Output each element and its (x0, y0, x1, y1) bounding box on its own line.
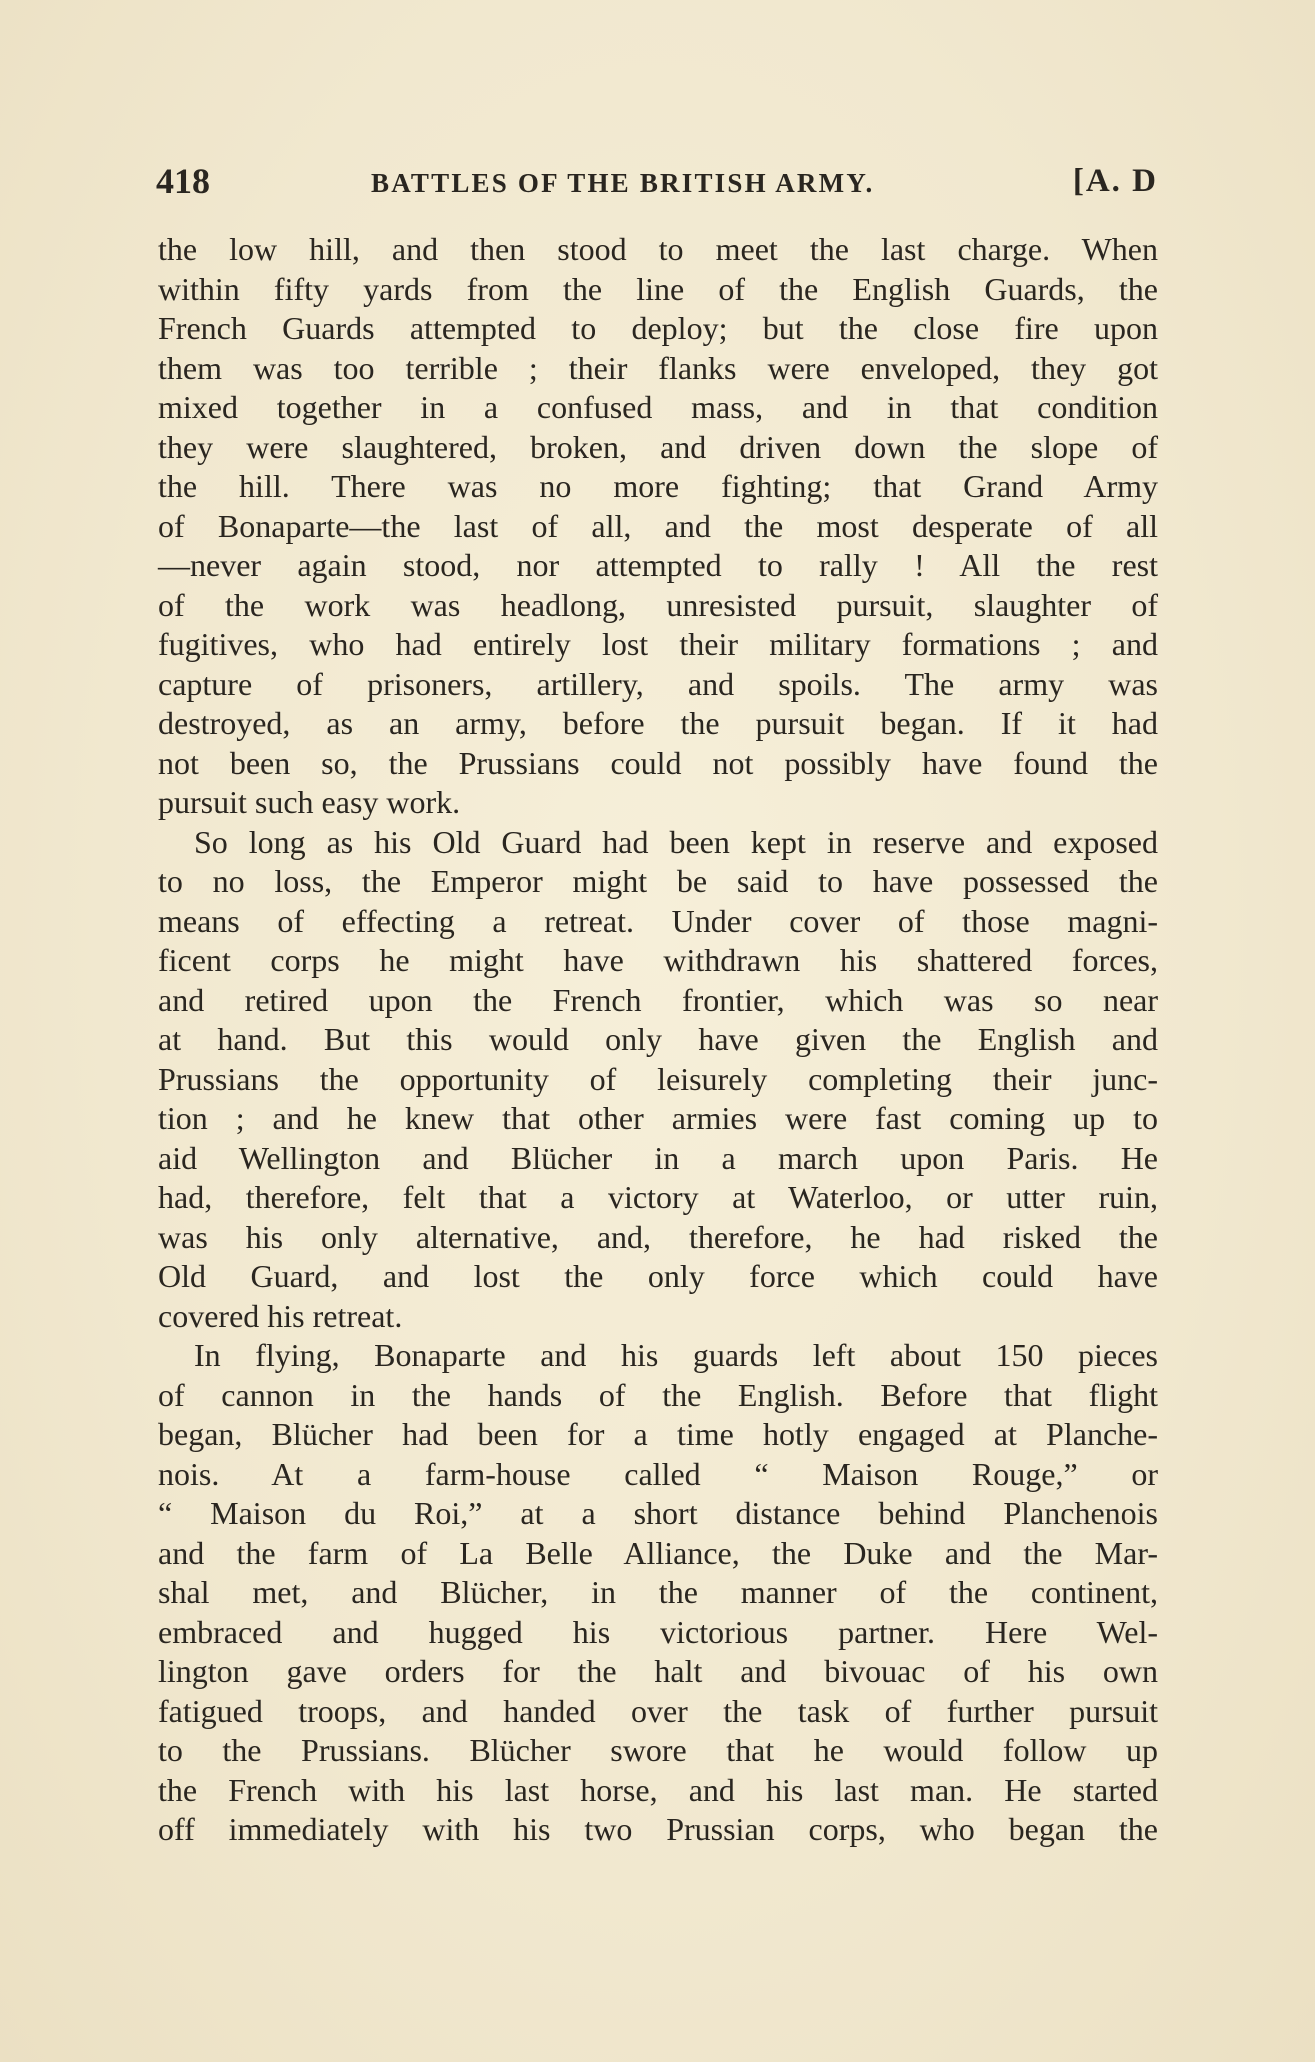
text-line: the French with his last horse, and his last man. He started (158, 1771, 1158, 1808)
text-line: and the farm of La Belle Alliance, the Duke and the Mar- (158, 1534, 1158, 1571)
running-head-title: BATTLES OF THE BRITISH ARMY. (371, 168, 875, 198)
body-text (158, 230, 1158, 1850)
text-line: of Bonaparte—the last of all, and the most desperate of all (158, 507, 1158, 544)
text-line: to the Prussians. Blücher swore that he would follow up (158, 1732, 1158, 1768)
text-line: fugitives, who had entirely lost their military formations ; and (158, 626, 1158, 662)
text-line: fatigued troops, and handed over the task of further pursuit (158, 1692, 1158, 1729)
text-line: ficent corps he might have withdrawn his shattered forces, (158, 942, 1158, 978)
text-line: was his only alternative, and, therefore, he had risked the (158, 1218, 1158, 1255)
text-line: within fifty yards from the line of the English Guards, the (158, 270, 1158, 307)
text-line: the hill. There was no more fighting; that Grand Army (158, 468, 1158, 504)
page-header (156, 158, 1158, 204)
text-line: pursuit such easy work. (158, 784, 461, 820)
text-line: nois. At a farm-house called “ Maison Rouge,” or (158, 1455, 1158, 1492)
text-line: shal met, and Blücher, in the manner of the continent, (158, 1574, 1158, 1610)
text-line: they were slaughtered, broken, and driven down the slope of (158, 428, 1158, 465)
text-line: “ Maison du Roi,” at a short distance behind Planchenois (158, 1495, 1158, 1531)
text-line: had, therefore, felt that a victory at Waterloo, or utter ruin, (158, 1179, 1158, 1215)
text-line: aid Wellington and Blücher in a march upon Paris. He (158, 1139, 1158, 1176)
text-line: French Guards attempted to deploy; but the close fire upon (158, 310, 1158, 346)
text-line: to no loss, the Emperor might be said to have possessed the (158, 863, 1158, 899)
text-line: Prussians the opportunity of leisurely completing their junc- (158, 1060, 1158, 1097)
running-head-date: [A. D (1072, 163, 1158, 199)
text-line: not been so, the Prussians could not possibly have found the (158, 744, 1158, 781)
text-line: of the work was headlong, unresisted pursuit, slaughter of (158, 586, 1158, 623)
text-line: them was too terrible ; their flanks were enveloped, they got (158, 349, 1158, 386)
text-line: of cannon in the hands of the English. Before that flight (158, 1376, 1158, 1413)
page-number: 418 (156, 161, 210, 201)
text-line: tion ; and he knew that other armies were fast coming up to (158, 1100, 1158, 1136)
text-line: the low hill, and then stood to meet the last charge. When (158, 231, 1158, 267)
text-line: Old Guard, and lost the only force which could have (158, 1258, 1158, 1294)
text-line: means of effecting a retreat. Under cover of those magni- (158, 902, 1158, 939)
text-line: destroyed, as an army, before the pursuit began. If it had (158, 705, 1158, 741)
text-line: at hand. But this would only have given the English and (158, 1021, 1158, 1057)
text-line: off immediately with his two Prussian corps, who began the (158, 1811, 1158, 1847)
text-line: capture of prisoners, artillery, and spoils. The army was (158, 665, 1158, 702)
text-line: began, Blücher had been for a time hotly engaged at Planche- (158, 1416, 1158, 1452)
text-line: In flying, Bonaparte and his guards left about 150 pieces (194, 1337, 1158, 1373)
text-line: —never again stood, nor attempted to rally ! All the rest (158, 547, 1158, 583)
text-line: and retired upon the French frontier, which was so near (158, 981, 1158, 1018)
text-line: mixed together in a confused mass, and in that condition (158, 389, 1158, 425)
text-line: lington gave orders for the halt and bivouac of his own (158, 1653, 1158, 1689)
text-line: covered his retreat. (158, 1297, 403, 1334)
text-line: embraced and hugged his victorious partner. Here Wel- (158, 1613, 1158, 1650)
text-line: So long as his Old Guard had been kept in reserve and exposed (194, 823, 1158, 860)
